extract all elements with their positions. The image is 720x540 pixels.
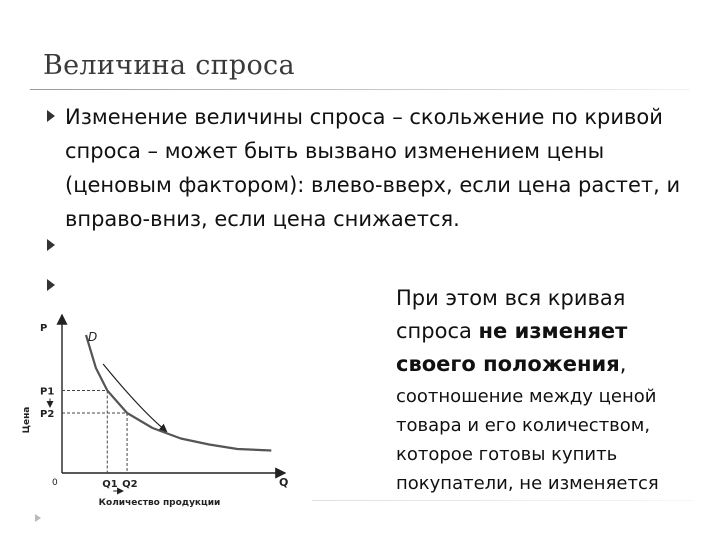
price-tick-label: P1: [40, 386, 55, 398]
y-axis-letter: P: [40, 323, 48, 334]
side-note-detail: соотношение между ценой товара и его количеством, которое готовы купить покупатели, не изменяется: [396, 386, 659, 494]
y-axis-title: Цена: [22, 406, 32, 434]
origin-label: 0: [52, 478, 58, 488]
side-note: [396, 282, 686, 381]
side-note-punct: ,: [619, 352, 627, 376]
quantity-tick-label: Q2: [122, 479, 138, 490]
x-axis-title: Количество продукции: [98, 498, 221, 508]
bullet-arrow-icon: [47, 279, 55, 291]
title-divider: [30, 89, 690, 90]
footer-divider: [312, 500, 692, 501]
slide-title: Величина спроса: [43, 50, 295, 81]
bullet-text-price-change: Изменение величины спроса – скольжение по кривой спроса – может быть вызвано изменением цены (ценовым фактором): влево-вверх, если цена растет, и вправо-вниз, если цена снижается.: [65, 105, 681, 231]
price-tick-label: P2: [40, 409, 55, 420]
demand-curve: [86, 335, 271, 451]
side-note-emphasis: не изменяет своего положения: [396, 319, 628, 376]
bullet-arrow-icon: [47, 239, 55, 251]
bullet-arrow-icon: [47, 110, 55, 122]
x-axis-letter: Q: [279, 476, 289, 489]
side-note-text: При этом вся кривая спроса: [396, 286, 626, 343]
demand-curve-chart: [0, 300, 310, 515]
curve-label: D: [88, 330, 98, 344]
quantity-tick-label: Q1: [102, 479, 118, 490]
corner-arrow-icon: [35, 514, 41, 522]
